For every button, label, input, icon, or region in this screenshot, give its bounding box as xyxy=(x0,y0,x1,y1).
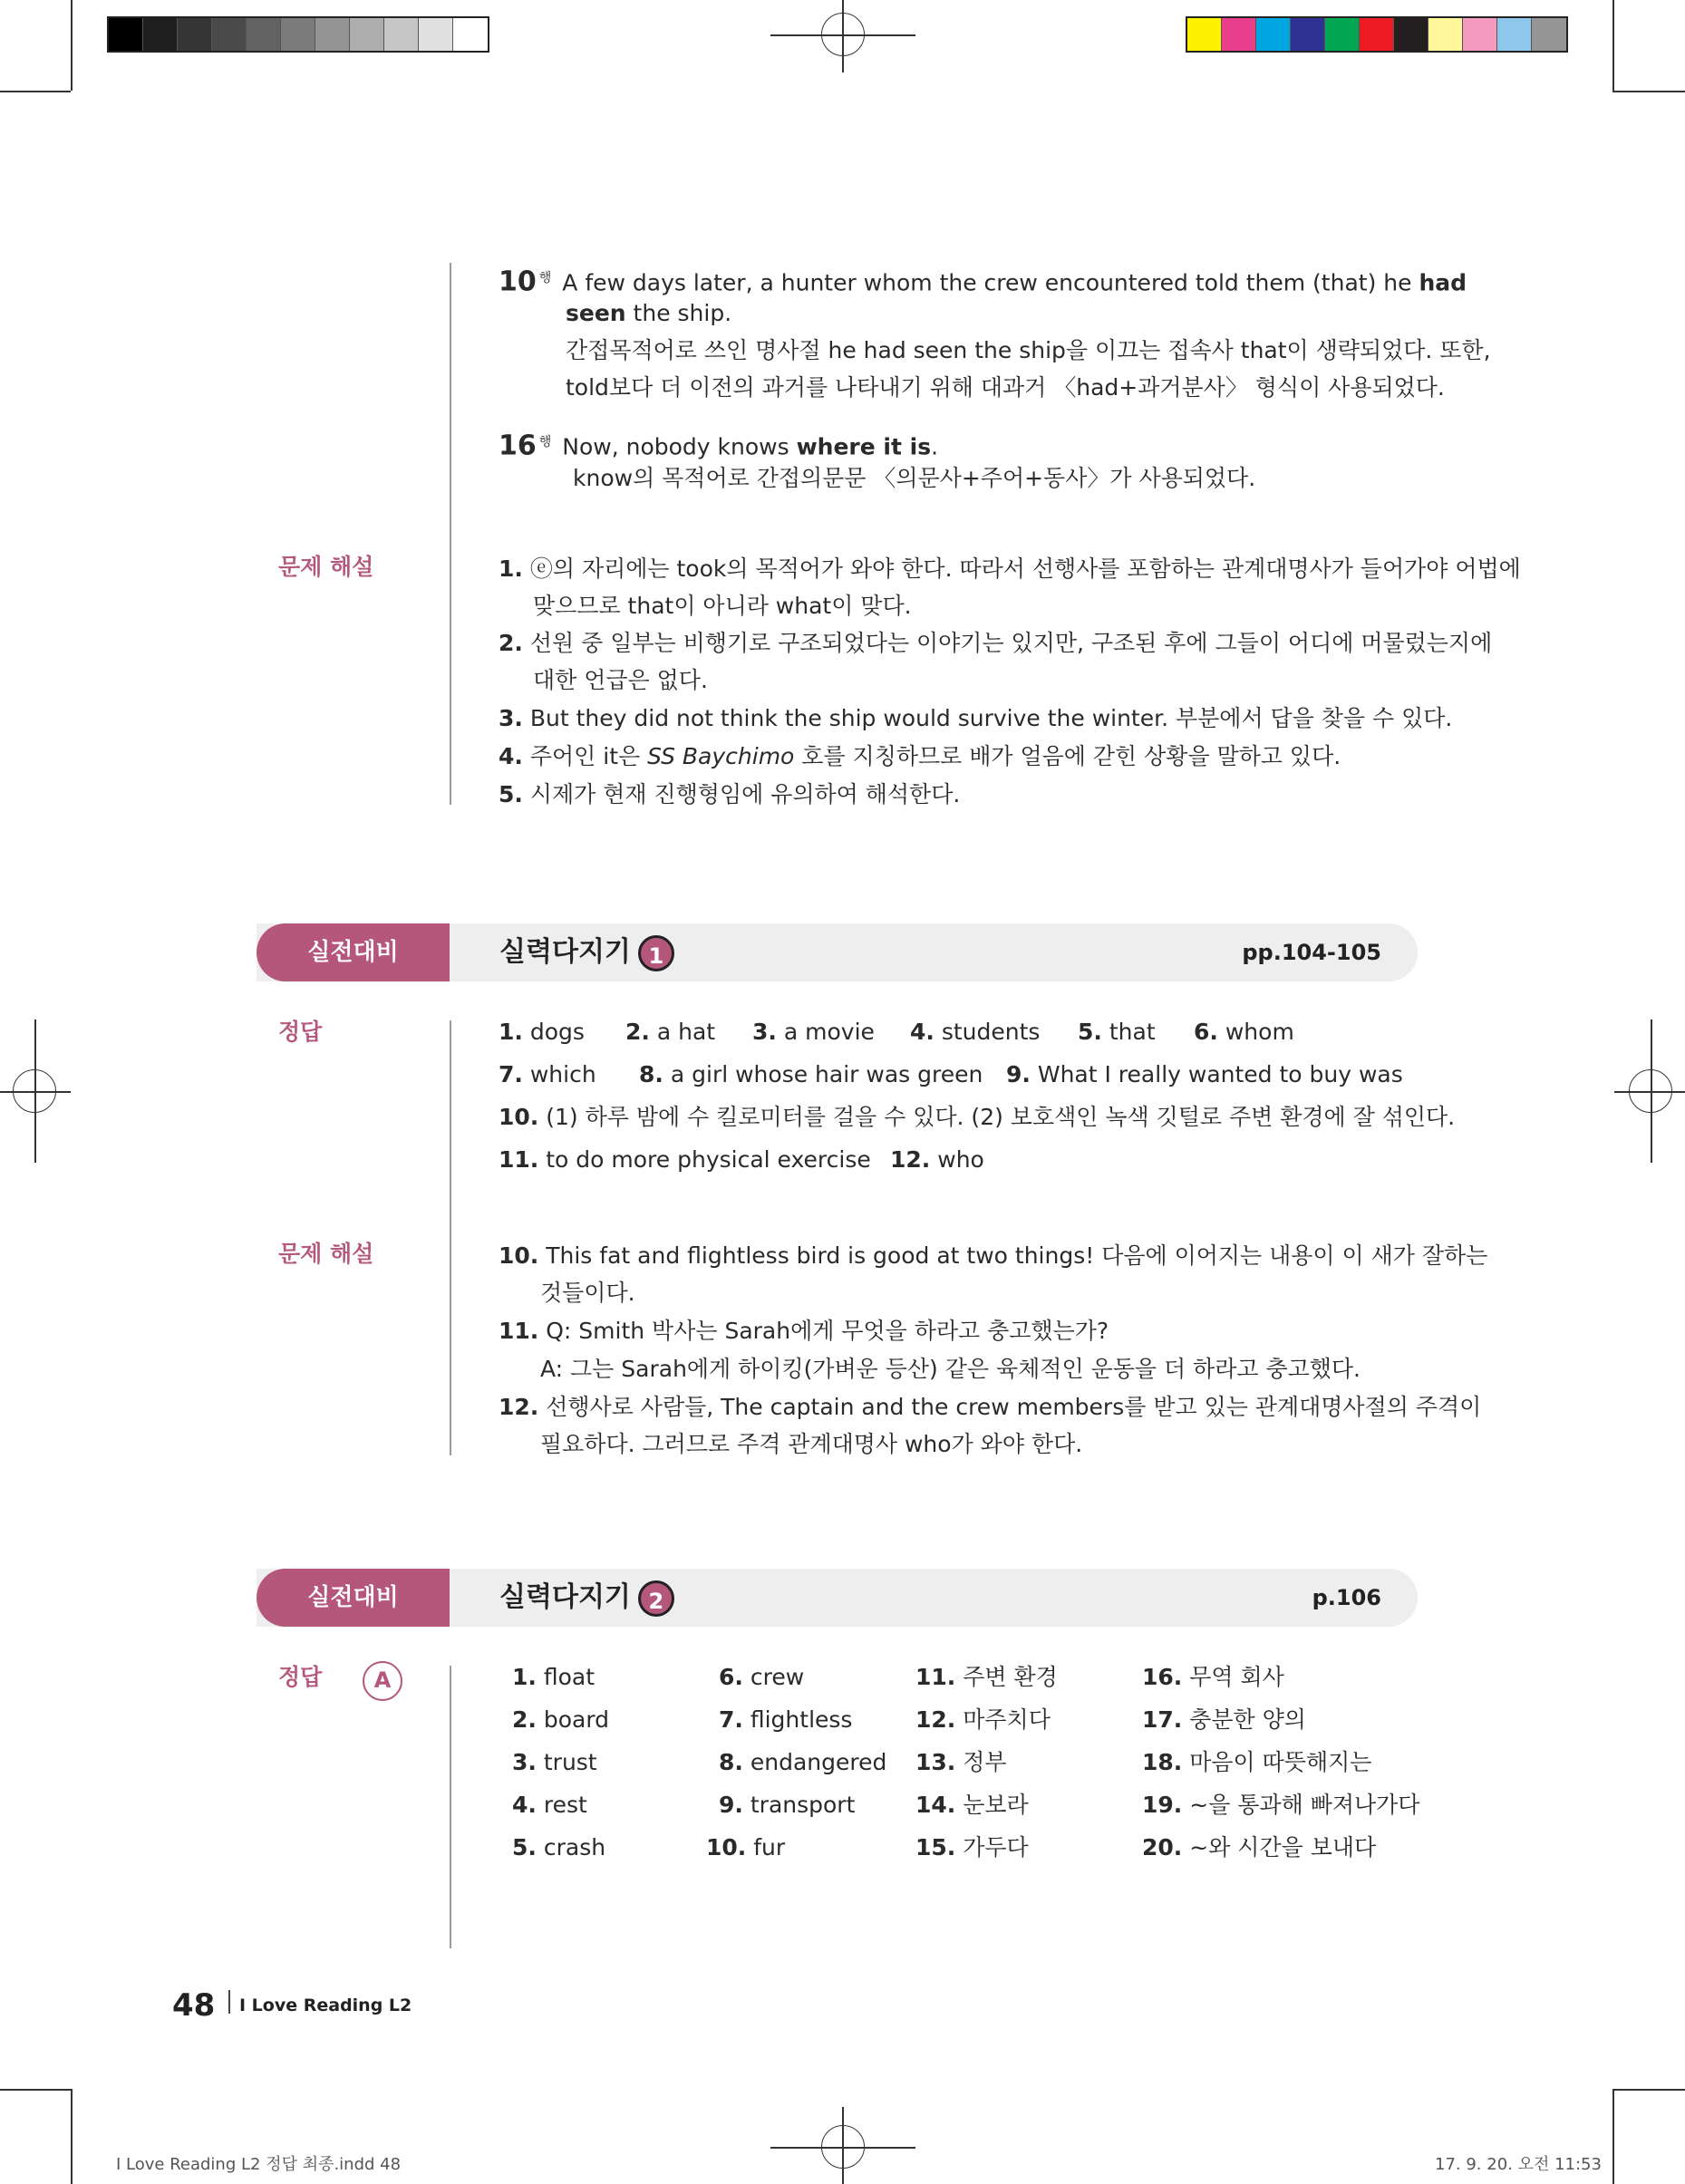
section-header-band-2 xyxy=(257,1569,1418,1627)
gray-swatch xyxy=(143,18,178,51)
answer2-5: 5. that xyxy=(1078,1019,1156,1045)
color-swatch xyxy=(1428,18,1463,51)
answer2-11: 11. to do more physical exercise xyxy=(499,1146,871,1173)
gray-swatch xyxy=(350,18,384,51)
answer3-item: 14. 눈보라 xyxy=(915,1792,1029,1818)
file-slug: I Love Reading L2 정답 최종.indd 48 xyxy=(116,2155,402,2174)
expl1-item-5: 5. 시제가 현재 진행형임에 유의하여 해석한다. xyxy=(499,781,961,807)
answer3-item: 15. 가두다 xyxy=(915,1834,1029,1860)
expl2-item-11-line-2: A: 그는 Sarah에게 하이킹(가벼운 등산) 같은 육체적인 운동을 더 하라고 충고했다. xyxy=(540,1356,1361,1382)
answer3-item: 11. 주변 환경 xyxy=(915,1664,1058,1690)
section-label-explanation-2: 문제 해설 xyxy=(278,1241,374,1267)
expl2-item-12-line-2: 필요하다. 그러므로 주격 관계대명사 who가 와야 한다. xyxy=(540,1431,1083,1457)
answer3-item: 19. ~을 통과해 빠져나가다 xyxy=(1142,1792,1420,1818)
answer3-item: 13. 정부 xyxy=(915,1749,1007,1775)
answer3-item: 5. crash xyxy=(512,1834,606,1860)
color-swatch xyxy=(1360,18,1394,51)
color-scale-bar xyxy=(1186,16,1568,53)
page-number: 48 xyxy=(172,1987,216,2024)
section-label-answer-3: 정답 xyxy=(278,1664,323,1690)
answer3-item: 16. 무역 회사 xyxy=(1142,1664,1284,1690)
column-divider xyxy=(450,1666,451,1948)
answer2-6: 6. whom xyxy=(1194,1019,1294,1045)
color-swatch xyxy=(1187,18,1222,51)
answer3-item: 18. 마음이 따뜻해지는 xyxy=(1142,1749,1372,1775)
expl2-item-10-line-1: 10. This fat and flightless bird is good at two things! 다음에 이어지는 내용이 이 새가 잘하는 xyxy=(499,1242,1488,1269)
band-1-page-ref: pp.104-105 xyxy=(1242,940,1381,965)
note-10-line-1: 10 $^행$ A few days later, a hunter whom the crew encountered told them (that) he had xyxy=(499,266,1467,298)
answer2-2: 2. a hat xyxy=(625,1019,716,1045)
color-swatch xyxy=(1497,18,1532,51)
answer2-8: 8. a girl whose hair was green xyxy=(639,1061,983,1087)
color-swatch xyxy=(1256,18,1291,51)
answer2-12: 12. who xyxy=(890,1146,984,1173)
expl1-item-1-line-2: 맞으므로 that이 아니라 what이 맞다. xyxy=(533,593,912,619)
column-divider xyxy=(450,263,451,805)
band-1-number-badge: 1 xyxy=(638,935,674,971)
section-header-band-1 xyxy=(257,923,1418,981)
answer3-item: 1. float xyxy=(512,1664,596,1690)
column-divider xyxy=(450,1020,451,1455)
answer3-item: 3. trust xyxy=(512,1749,597,1775)
band-2-category: 실전대비 xyxy=(257,1569,450,1627)
note-10-line-3: 간접목적어로 쓰인 명사절 he had seen the ship을 이끄는 접속사 that이 생략되었다. 또한, xyxy=(566,337,1491,363)
answer3-item: 2. board xyxy=(512,1706,610,1733)
color-swatch xyxy=(1291,18,1325,51)
answer2-7: 7. which xyxy=(499,1061,596,1087)
color-swatch xyxy=(1325,18,1360,51)
section-label-explanation-1: 문제 해설 xyxy=(278,554,374,580)
expl2-item-12-line-1: 12. 선행사로 사람들, The captain and the crew members를 받고 있는 관계대명사절의 주격이 xyxy=(499,1394,1482,1420)
answer2-1: 1. dogs xyxy=(499,1019,585,1045)
band-1-category: 실전대비 xyxy=(257,923,450,981)
expl1-item-3: 3. But they did not think the ship would survive the winter. 부분에서 답을 찾을 수 있다. xyxy=(499,705,1453,731)
band-2-number-badge: 2 xyxy=(638,1580,674,1617)
answer3-item: 12. 마주치다 xyxy=(915,1706,1051,1733)
footer-separator xyxy=(228,1990,230,2014)
answer3-item: 9. transport xyxy=(719,1792,856,1818)
band-2-page-ref: p.106 xyxy=(1312,1585,1381,1610)
gray-swatch xyxy=(212,18,247,51)
color-swatch xyxy=(1463,18,1497,51)
part-a-marker: A xyxy=(363,1661,402,1701)
answer3-item: 17. 충분한 양의 xyxy=(1142,1706,1306,1733)
expl1-item-2-line-1: 2. 선원 중 일부는 비행기로 구조되었다는 이야기는 있지만, 구조된 후에 그들이 어디에 머물렀는지에 xyxy=(499,630,1493,656)
expl1-item-4: 4. 주어인 it은 SS Baychimo 호를 지칭하므로 배가 얼음에 갇힌 상황을 말하고 있다. xyxy=(499,743,1341,769)
gray-swatch xyxy=(281,18,315,51)
gray-swatch xyxy=(109,18,143,51)
book-title: I Love Reading L2 xyxy=(239,1996,412,2015)
note-16-line-1: 16 $^행$ Now, nobody knows where it is. xyxy=(499,430,939,462)
expl2-item-11-line-1: 11. Q: Smith 박사는 Sarah에게 무엇을 하라고 충고했는가? xyxy=(499,1318,1109,1344)
answer2-10: 10. (1) 하루 밤에 수 킬로미터를 걸을 수 있다. (2) 보호색인 녹색 깃털로 주변 환경에 잘 섞인다. xyxy=(499,1104,1456,1130)
gray-swatch xyxy=(247,18,281,51)
band-1-title: 실력다지기 1 xyxy=(499,923,674,981)
answer3-item: 8. endangered xyxy=(719,1749,887,1775)
color-swatch xyxy=(1222,18,1256,51)
answer3-item: 7. flightless xyxy=(719,1706,853,1733)
answer2-4: 4. students xyxy=(910,1019,1041,1045)
band-2-title: 실력다지기 2 xyxy=(499,1569,674,1627)
answer3-item: 4. rest xyxy=(512,1792,587,1818)
answer2-9: 9. What I really wanted to buy was xyxy=(1006,1061,1403,1087)
gray-swatch xyxy=(419,18,453,51)
expl1-item-1-line-1: 1. ⓔ의 자리에는 took의 목적어가 와야 한다. 따라서 선행사를 포함하는 관계대명사가 들어가야 어법에 xyxy=(499,556,1521,582)
print-timestamp: 17. 9. 20. 오전 11:53 xyxy=(1435,2155,1602,2174)
note-10-line-4: told보다 더 이전의 과거를 나타내기 위해 대과거 〈had+과거분사〉 형식이 사용되었다. xyxy=(566,374,1445,401)
expl2-item-10-line-2: 것들이다. xyxy=(540,1280,635,1306)
answer3-item: 20. ~와 시간을 보내다 xyxy=(1142,1834,1377,1860)
note-10-line-2: seen the ship. xyxy=(566,300,732,326)
color-swatch xyxy=(1532,18,1566,51)
answer2-3: 3. a movie xyxy=(752,1019,875,1045)
gray-swatch xyxy=(384,18,419,51)
gray-swatch xyxy=(178,18,212,51)
expl1-item-2-line-2: 대한 언급은 없다. xyxy=(533,667,708,693)
gray-scale-bar xyxy=(107,16,489,53)
gray-swatch xyxy=(453,18,488,51)
note-16-line-2: know의 목적어로 간접의문문 〈의문사+주어+동사〉가 사용되었다. xyxy=(573,465,1256,491)
answer3-item: 6. crew xyxy=(719,1664,805,1690)
gray-swatch xyxy=(315,18,350,51)
section-label-answer-2: 정답 xyxy=(278,1019,323,1045)
answer3-item: 10. fur xyxy=(706,1834,786,1860)
color-swatch xyxy=(1394,18,1428,51)
